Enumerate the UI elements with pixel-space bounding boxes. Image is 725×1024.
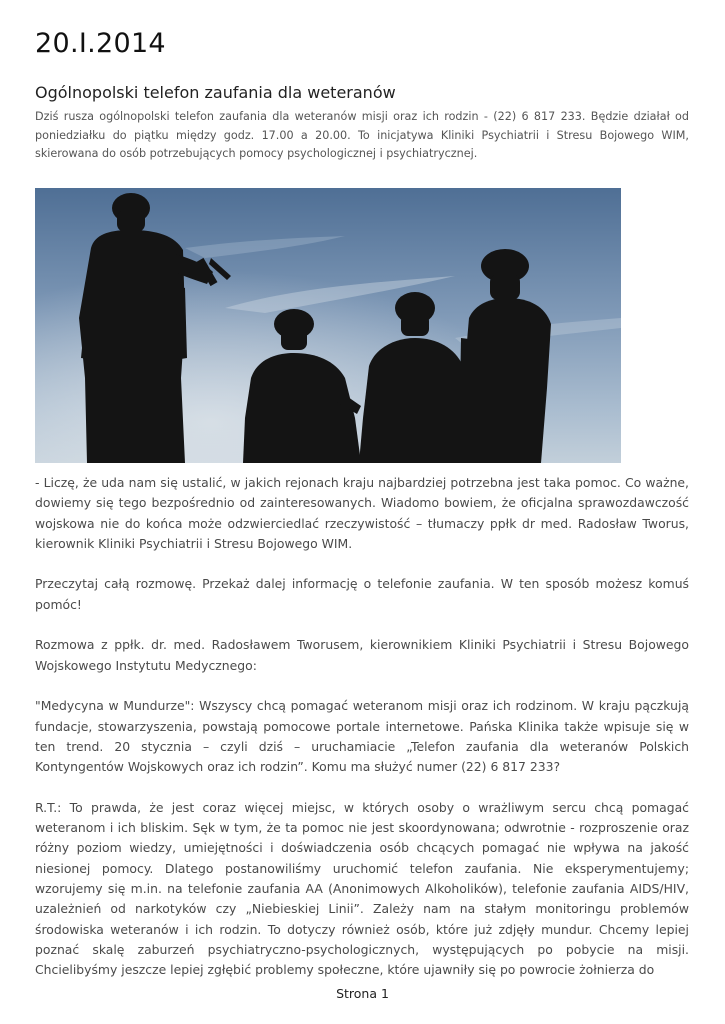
page-number: Strona 1	[336, 986, 389, 1001]
article-photo	[35, 188, 621, 463]
article-title: Ogólnopolski telefon zaufania dla weteranów	[35, 83, 396, 102]
article-lead: Dziś rusza ogólnopolski telefon zaufania dla weteranów misji oraz ich rodzin - (22) 6 817 233. Będzie działał od poniedziałku do piątku między godz. 17.00 a 20.00. To inicjatywa Kliniki Psychiatrii i Stresu Bojowego WIM, skierowana do osób potrzebujących pomocy psychologicznej i psychiatrycznej.	[35, 110, 689, 160]
article-paragraph: Przeczytaj całą rozmowę. Przekaż dalej informację o telefonie zaufania. W ten sposób możesz komuś pomóc!	[35, 576, 689, 612]
article-paragraph: - Liczę, że uda nam się ustalić, w jakich rejonach kraju najbardziej potrzebna jest taka pomoc. Co ważne, dowiemy się tego bezpośrednio od zainteresowanych. Wiadomo bowiem, że oficjalna sprawozdawczość wojskowa nie do końca może odzwierciedlać rzeczywistość – tłumaczy ppłk dr med. Radosław Tworus, kierownik Kliniki Psychiatrii i Stresu Bojowego WIM.	[35, 475, 689, 551]
page-date: 20.I.2014	[35, 28, 166, 59]
article-paragraph: "Medycyna w Mundurze": Wszyscy chcą pomagać weteranom misji oraz ich rodzinom. W kraju pączkują fundacje, stowarzyszenia, powstają pomocowe portale internetowe. Pańska Klinika także wpisuje się w ten trend. 20 stycznia – czyli dziś – uruchamiacie „Telefon zaufania dla weteranów Polskich Kontyngentów Wojskowych oraz ich rodzin”. Komu ma służyć numer (22) 6 817 233?	[35, 698, 689, 775]
article-paragraph: Rozmowa z ppłk. dr. med. Radosławem Tworusem, kierownikiem Kliniki Psychiatrii i Stresu Bojowego Wojskowego Instytutu Medycznego:	[35, 637, 689, 673]
article-body	[35, 473, 689, 980]
article-paragraph: R.T.: To prawda, że jest coraz więcej miejsc, w których osoby o wrażliwym sercu chcą pomagać weteranom i ich bliskim. Sęk w tym, że ta pomoc nie jest skoordynowana; odwrotnie - rozproszenie oraz różny poziom wiedzy, umiejętności i doświadczenia osób chcących pomagać nie wpływa na jakość niesionej pomocy. Dlatego postanowiliśmy uruchomić telefon zaufania. Nie eksperymentujemy; wzorujemy się m.in. na telefonie zaufania AA (Anonimowych Alkoholików), telefonie zaufania AIDS/HIV, uzależnień od narkotyków czy „Niebieskiej Linii”. Zależy nam na stałym monitoringu problemów środowiska weteranów i ich rodzin. To dotyczy również osób, które już zdjęły mundur. Chcemy lepiej poznać skalę zaburzeń psychiatryczno-psychologicznych, występujących po pobycie na misji. Chcielibyśmy jeszcze lepiej zgłębić problemy społeczne, które ujawniły się po powrocie żołnierza do	[35, 799, 689, 978]
